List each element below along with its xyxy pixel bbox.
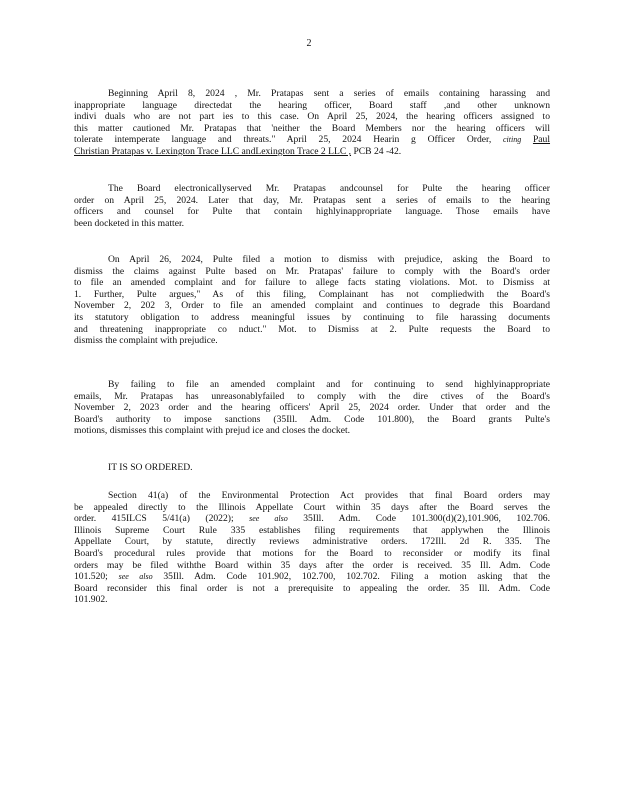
text-line: this matter cautioned Mr. Pratapas that 'neither the Board Members nor the hearing officers will xyxy=(74,122,550,134)
text-line: The Board electronicallyserved Mr. Pratapas andcounsel for Pulte the hearing officer xyxy=(108,183,550,194)
text-line: Illinois Supreme Court Rule 335 establishes filing requirements that applywhen the Illinois xyxy=(74,524,550,536)
text-line xyxy=(74,571,550,583)
text-line: Board's procedural rules provide that motions for the Board to reconsider or modify its final xyxy=(74,547,550,559)
text-line: emails, Mr. Pratapas has unreasonablyfailed to comply with the dire ctives of the Board's xyxy=(74,390,550,402)
text-line: On April 26, 2024, Pulte filed a motion to dismiss with prejudice, asking the Board to xyxy=(108,254,550,265)
text-line xyxy=(74,134,550,146)
text-line: Section 41(a) of the Environmental Protection Act provides that final Board orders may xyxy=(108,490,550,501)
ordered-line xyxy=(74,462,550,474)
text-segment: tolerate intemperate language and threats." April 25, 2024 Hearin g Officer Order, xyxy=(74,134,492,146)
text-line: 1. Further, Pulte argues," As of this filing, Complainant has not compliedwith the Board's xyxy=(74,288,550,300)
text-line: been docketed in this matter. xyxy=(74,217,185,229)
paragraph-appeal-rights xyxy=(74,490,550,606)
text-line: order on April 25, 2024. Later that day, Mr. Pratapas sent a series of emails to the hearing xyxy=(74,194,550,206)
paragraph-ruling xyxy=(74,379,550,437)
text-line: orders may be filed withthe Board within 35 days after the order is received. 35 Ill. Adm. Code xyxy=(74,559,550,571)
text-line: dismiss the claims against Pulte based on Mr. Pratapas' failure to comply with the Board's order xyxy=(74,265,550,277)
see-also-signal: see also xyxy=(249,514,288,524)
text-line: November 2, 202 3, Order to file an amended complaint and continues to degrade this Boardand xyxy=(74,300,550,312)
paragraph-motion xyxy=(74,254,550,347)
case-name: Paul xyxy=(532,134,551,146)
text-segment: 35Ill. Adm. Code 101.902, 102.700, 102.702. Filing a motion asking that the xyxy=(163,571,550,583)
text-line: motions, dismisses this complaint with prejud ice and closes the docket. xyxy=(74,425,351,437)
case-name: Christian Pratapas v. Lexington Trace LLC andLexington Trace 2 LLC , xyxy=(74,145,352,157)
page-number: 2 xyxy=(306,38,312,49)
text-line: and threatening inappropriate co nduct." Mot. to Dismiss at 2. Pulte requests the Board to xyxy=(74,323,550,335)
text-line: Board's authority to impose sanctions (35Ill. Adm. Code 101.800), the Board grants Pulte's xyxy=(74,413,550,425)
text-segment: 35Ill. Adm. Code 101.300(d)(2),101.906, 102.706. xyxy=(303,513,550,525)
paragraph-harassing-emails xyxy=(74,88,550,158)
text-line: dismiss the complaint with prejudice. xyxy=(74,335,218,347)
text-line: 101.902. xyxy=(74,594,108,606)
citing-signal: citing xyxy=(502,135,522,145)
text-line: Appellate Court, by statute, directly reviews administrative orders. 172Ill. 2d R. 335. The xyxy=(74,536,550,548)
text-segment: order. 415ILCS 5/41(a) (2022); xyxy=(74,513,234,525)
text-segment: 101.520; xyxy=(74,571,108,583)
text-line: Board reconsider this final order is not a prerequisite to appealing the order. 35 Ill. Adm. Code xyxy=(74,582,550,594)
text-line xyxy=(74,513,550,525)
text-line: By failing to file an amended complaint and for continuing to send highlyinappropriate xyxy=(108,379,550,390)
case-number: PCB 24 -42. xyxy=(353,145,402,157)
text-line: IT IS SO ORDERED. xyxy=(108,462,193,473)
see-also-signal: see also xyxy=(118,572,153,582)
text-line: indivi duals who are not part ies to this case. On April 25, 2024, the hearing officers assigned to xyxy=(74,111,550,123)
text-line: November 2, 2023 order and the hearing officers' April 25, 2024 order. Under that order and the xyxy=(74,402,550,414)
text-line: be appealed directly to the Illinois Appellate Court within 35 days after the Board serves the xyxy=(74,501,550,513)
text-line: officers and counsel for Pulte that contain highlyinappropriate language. Those emails have xyxy=(74,206,550,218)
text-line: to file an amended complaint and for failure to allege facts stating violations. Mot. to Dismiss at xyxy=(74,277,550,289)
text-line xyxy=(74,146,550,158)
text-line: Beginning April 8, 2024 , Mr. Pratapas sent a series of emails containing harassing and xyxy=(108,88,550,99)
text-line: inappropriate language directedat the hearing officer, Board staff ,and other unknown xyxy=(74,99,550,111)
text-line: its statutory obligation to address meaningful issues by continuing to file harassing documents xyxy=(74,311,550,323)
paragraph-service xyxy=(74,183,550,229)
